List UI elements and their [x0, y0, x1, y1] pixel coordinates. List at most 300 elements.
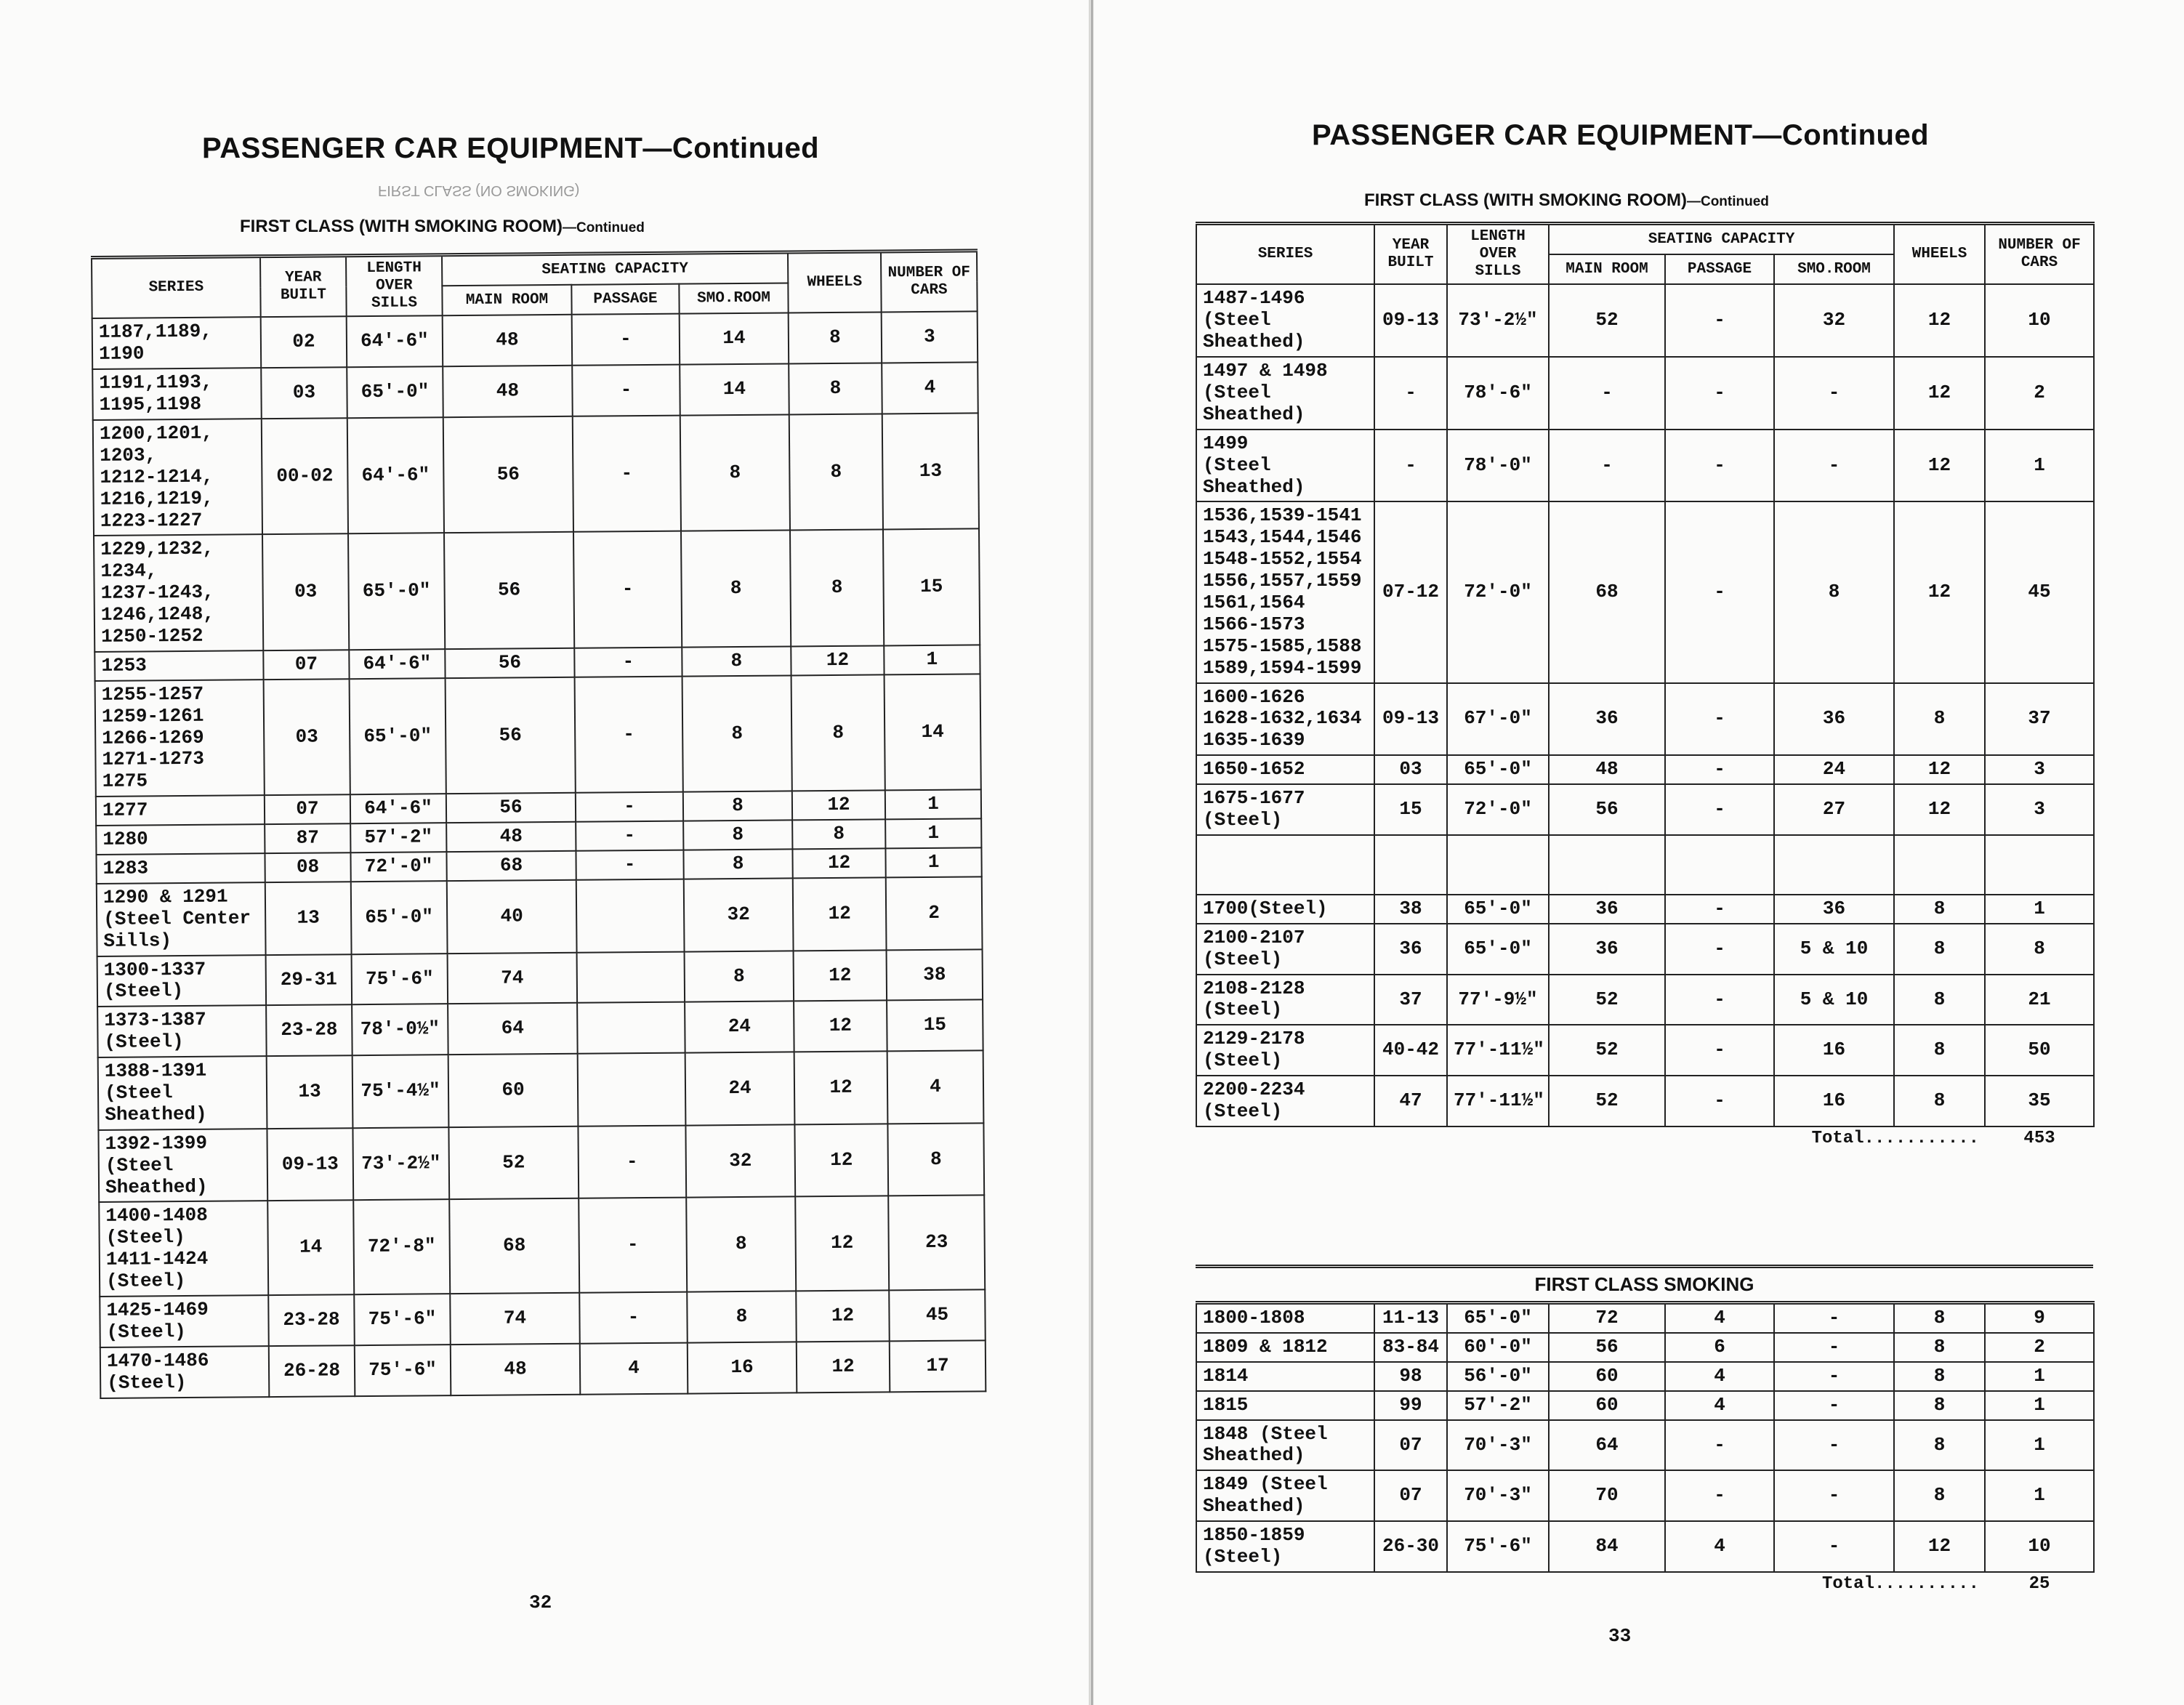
col-main-room: MAIN ROOM	[1549, 254, 1665, 284]
cell-wheels: 8	[1894, 1420, 1985, 1471]
cell-series: 1187,1189, 1190	[92, 318, 262, 370]
section-rule	[1196, 1265, 2093, 1268]
cell-cars: 1	[885, 790, 981, 820]
cell-cars: 8	[887, 1123, 984, 1196]
cell-length: 57'-2"	[350, 823, 446, 853]
cell-wheels: 12	[1894, 1521, 1985, 1572]
cell-smo: 32	[684, 878, 794, 951]
cell-series: 1800-1808	[1196, 1303, 1374, 1333]
col-seating-capacity: SEATING CAPACITY	[1549, 224, 1894, 255]
cell-smo: 24	[685, 1001, 794, 1053]
cell-series: 1675-1677 (Steel)	[1196, 784, 1374, 835]
cell-wheels: 8	[1894, 1362, 1985, 1391]
cell-main: 52	[448, 1126, 579, 1200]
smoking-section-title: FIRST CLASS SMOKING	[1534, 1273, 1754, 1295]
cell-main: 56	[443, 416, 573, 533]
cell-smo: 8	[685, 951, 794, 1002]
cell-passage: -	[574, 648, 682, 677]
cell-smo: 14	[680, 313, 789, 365]
cell-cars: 1	[1985, 1391, 2094, 1420]
cell-length: 78'-6"	[1447, 357, 1549, 430]
cell-cars: 37	[1985, 683, 2094, 756]
col-smo-room: SMO.ROOM	[1774, 254, 1894, 284]
table-row	[1196, 755, 2094, 784]
cell-cars: 13	[882, 413, 979, 529]
cell-series: 1392-1399 (Steel Sheathed)	[98, 1129, 267, 1202]
cell-wheels: 8	[1894, 1333, 1985, 1362]
cell-year: -	[1374, 357, 1447, 430]
col-number-of-cars: NUMBER OF CARS	[881, 251, 978, 313]
cell-main: 36	[1549, 683, 1665, 756]
cell-wheels: 12	[1894, 430, 1985, 502]
col-year-built: YEAR BUILT	[260, 256, 347, 318]
cell-smo: 16	[1774, 1076, 1894, 1126]
table-row	[1196, 357, 2094, 430]
cell-series: 1600-1626 1628-1632,1634 1635-1639	[1196, 683, 1374, 756]
cell-length: 65'-0"	[351, 881, 448, 954]
subtitle-continued: —Continued	[1686, 194, 1769, 209]
cell-series: 1300-1337 (Steel)	[97, 955, 267, 1007]
cell-series: 1200,1201, 1203, 1212-1214, 1216,1219, 1223-1227	[93, 419, 262, 536]
cell-wheels: 8	[1894, 683, 1985, 756]
cell-year: 03	[1374, 755, 1447, 784]
cell-year: 26-28	[269, 1345, 355, 1397]
cell-main: 68	[446, 851, 576, 881]
cell-passage: -	[576, 850, 683, 880]
smoking-total-value: 25	[2028, 1573, 2050, 1594]
cell-wheels: 8	[1894, 975, 1985, 1025]
cell-wheels: 8	[791, 674, 885, 791]
table-row	[1196, 1025, 2094, 1076]
blank-cell	[1985, 835, 2094, 895]
cell-series: 1277	[96, 795, 265, 826]
cell-smo: 16	[688, 1342, 797, 1393]
cell-passage: -	[1665, 1076, 1774, 1126]
cell-series: 1536,1539-1541 1543,1544,1546 1548-1552,1554 1556,1557,1559 1561,1564 1566-1573 1575-1585,1588 1589,1594-1599	[1196, 501, 1374, 682]
cell-main: 68	[449, 1198, 579, 1294]
cell-cars: 45	[1985, 501, 2094, 682]
cell-length: 65'-0"	[350, 678, 446, 794]
cell-smo: 8	[1774, 501, 1894, 682]
table-row	[1196, 501, 2094, 682]
blank-cell	[1665, 835, 1774, 895]
cell-series: 1815	[1196, 1391, 1374, 1420]
cell-length: 78'-0½"	[352, 1004, 448, 1056]
cell-cars: 23	[888, 1196, 985, 1291]
cell-cars: 1	[1985, 1362, 2094, 1391]
cell-passage: -	[1665, 975, 1774, 1025]
col-passage: PASSAGE	[1665, 254, 1774, 284]
cell-smo: 14	[680, 364, 789, 416]
cell-length: 70'-3"	[1447, 1470, 1549, 1521]
cell-length: 65'-0"	[348, 533, 445, 650]
subtitle-text: FIRST CLASS (WITH SMOKING ROOM)	[1364, 190, 1687, 210]
cell-wheels: 12	[791, 645, 884, 675]
cell-smo: 8	[686, 1197, 796, 1292]
cell-series: 1283	[96, 853, 265, 884]
cell-year: 87	[265, 823, 350, 853]
cell-year: 36	[1374, 924, 1447, 975]
cell-passage: -	[1665, 284, 1774, 357]
right-page	[1094, 0, 2184, 1705]
table-row	[98, 1123, 984, 1202]
col-series: SERIES	[1196, 224, 1374, 285]
cell-year: 02	[261, 317, 347, 368]
cell-cars: 2	[1985, 1333, 2094, 1362]
cell-wheels: 8	[1894, 895, 1985, 924]
cell-cars: 38	[887, 949, 983, 1001]
cell-main: -	[1549, 430, 1665, 502]
page-number: 32	[529, 1592, 552, 1613]
blank-cell	[1549, 835, 1665, 895]
table-row	[97, 1000, 983, 1057]
cell-passage: -	[576, 792, 683, 822]
cell-passage: -	[1665, 755, 1774, 784]
table-row	[94, 529, 980, 652]
cell-wheels: 12	[1894, 755, 1985, 784]
cell-passage	[578, 1053, 686, 1126]
cell-cars: 15	[883, 529, 980, 645]
cell-main: 48	[443, 315, 573, 366]
table-row	[1196, 1303, 2094, 1333]
cell-year: 23-28	[266, 1005, 352, 1057]
blank-cell	[1374, 835, 1447, 895]
cell-cars: 1	[884, 645, 980, 674]
cell-year: 99	[1374, 1391, 1447, 1420]
cell-wheels: 8	[1894, 1076, 1985, 1126]
cell-year: 07	[1374, 1420, 1447, 1471]
cell-year: 11-13	[1374, 1303, 1447, 1333]
cell-smo: -	[1774, 1420, 1894, 1471]
cell-series: 1400-1408 (Steel) 1411-1424 (Steel)	[99, 1201, 268, 1297]
cell-cars: 1	[1985, 430, 2094, 502]
page-number: 33	[1608, 1625, 1632, 1647]
cell-passage: -	[579, 1292, 688, 1344]
cell-wheels: 12	[1894, 357, 1985, 430]
total-label: Total...........	[1811, 1128, 1980, 1148]
cell-year: 03	[262, 534, 349, 650]
cell-series: 1290 & 1291 (Steel Center Sills)	[97, 882, 266, 956]
cell-main: 64	[1549, 1420, 1665, 1471]
cell-cars: 17	[890, 1340, 986, 1392]
table-row	[1196, 1521, 2094, 1572]
cell-length: 64'-6"	[350, 794, 446, 823]
cell-year: 07	[1374, 1470, 1447, 1521]
cell-length: 56'-0"	[1447, 1362, 1549, 1391]
cell-main: 60	[1549, 1391, 1665, 1420]
cell-year: 07	[265, 794, 350, 824]
cell-main: 56	[446, 793, 576, 823]
cell-series: 1848 (Steel Sheathed)	[1196, 1420, 1374, 1471]
cell-cars: 10	[1985, 1521, 2094, 1572]
cell-year: 37	[1374, 975, 1447, 1025]
cell-cars: 2	[886, 876, 983, 950]
cell-main: 48	[1549, 755, 1665, 784]
cell-year: 83-84	[1374, 1333, 1447, 1362]
cell-passage: 4	[1665, 1362, 1774, 1391]
blank-cell	[1774, 835, 1894, 895]
cell-year: 09-13	[1374, 683, 1447, 756]
cell-smo: -	[1774, 1470, 1894, 1521]
cell-smo: 16	[1774, 1025, 1894, 1076]
cell-smo: -	[1774, 1303, 1894, 1333]
cell-main: 60	[448, 1054, 579, 1127]
subtitle-continued: —Continued	[562, 220, 645, 235]
cell-length: 77'-11½"	[1447, 1025, 1549, 1076]
cell-length: 72'-0"	[350, 852, 446, 882]
col-main-room: MAIN ROOM	[442, 285, 571, 315]
cell-passage: -	[579, 1198, 687, 1293]
cell-smo: 8	[683, 849, 792, 879]
cell-wheels: 12	[795, 1196, 889, 1291]
cell-cars: 3	[882, 312, 978, 363]
cell-passage: -	[1665, 1420, 1774, 1471]
cell-length: 78'-0"	[1447, 430, 1549, 502]
cell-passage: -	[1665, 784, 1774, 835]
col-series: SERIES	[92, 257, 261, 319]
cell-passage: -	[1665, 430, 1774, 502]
cell-smo: 8	[680, 414, 790, 531]
blank-row	[1196, 835, 2094, 895]
cell-passage: -	[1665, 924, 1774, 975]
cell-wheels: 8	[1894, 1391, 1985, 1420]
col-number-of-cars: NUMBER OF CARS	[1985, 224, 2094, 285]
table-row	[92, 312, 978, 369]
cell-cars: 14	[885, 674, 981, 790]
table-row	[1196, 1470, 2094, 1521]
cell-cars: 4	[882, 363, 978, 414]
cell-length: 70'-3"	[1447, 1420, 1549, 1471]
cell-wheels: 12	[792, 791, 885, 821]
cell-length: 65'-0"	[1447, 755, 1549, 784]
cell-smo: 27	[1774, 784, 1894, 835]
cell-series: 1388-1391 (Steel Sheathed)	[98, 1056, 267, 1129]
cell-wheels: 12	[1894, 784, 1985, 835]
cell-passage	[576, 879, 685, 953]
cell-series: 1700(Steel)	[1196, 895, 1374, 924]
cell-length: 65'-0"	[1447, 1303, 1549, 1333]
cell-cars: 35	[1985, 1076, 2094, 1126]
table-row	[1196, 895, 2094, 924]
cell-wheels: 12	[1894, 501, 1985, 682]
cell-main: 40	[447, 880, 577, 954]
cell-year: 29-31	[266, 954, 352, 1006]
cell-length: 77'-9½"	[1447, 975, 1549, 1025]
total-value: 453	[2023, 1128, 2055, 1148]
cell-series: 1253	[94, 650, 263, 681]
cell-main: 56	[1549, 784, 1665, 835]
cell-cars: 2	[1985, 357, 2094, 430]
cell-passage: 4	[580, 1342, 688, 1394]
table-row	[1196, 284, 2094, 357]
cell-cars: 1	[1985, 1420, 2094, 1471]
cell-wheels: 12	[792, 848, 885, 878]
table-row	[97, 876, 983, 956]
table-row	[1196, 1391, 2094, 1420]
cell-wheels: 12	[794, 1124, 888, 1197]
cell-passage: -	[1665, 895, 1774, 924]
cell-length: 67'-0"	[1447, 683, 1549, 756]
cell-main: 36	[1549, 924, 1665, 975]
cell-wheels: 8	[1894, 1303, 1985, 1333]
subtitle-text: FIRST CLASS (WITH SMOKING ROOM)	[240, 217, 563, 236]
cell-main: 68	[1549, 501, 1665, 682]
cell-wheels: 8	[1894, 924, 1985, 975]
cell-year: -	[1374, 430, 1447, 502]
cell-main: 74	[448, 952, 578, 1004]
cell-main: 48	[451, 1344, 581, 1395]
cell-smo: 5 & 10	[1774, 924, 1894, 975]
table-row	[1196, 784, 2094, 835]
cell-cars: 21	[1985, 975, 2094, 1025]
cell-series: 1280	[96, 824, 265, 855]
cell-wheels: 12	[794, 1001, 887, 1052]
cell-length: 75'-6"	[1447, 1521, 1549, 1572]
cell-cars: 8	[1985, 924, 2094, 975]
cell-year: 47	[1374, 1076, 1447, 1126]
cell-main: 52	[1549, 1025, 1665, 1076]
cell-passage: 4	[1665, 1303, 1774, 1333]
cell-length: 64'-6"	[347, 417, 444, 533]
cell-year: 26-30	[1374, 1521, 1447, 1572]
cell-series: 2108-2128 (Steel)	[1196, 975, 1374, 1025]
cell-series: 1470-1486 (Steel)	[100, 1346, 270, 1398]
cell-wheels: 12	[794, 950, 887, 1001]
cell-wheels: 8	[789, 363, 882, 415]
cell-year: 15	[1374, 784, 1447, 835]
cell-year: 13	[267, 1055, 353, 1129]
cell-series: 1809 & 1812	[1196, 1333, 1374, 1362]
cell-smo: 36	[1774, 895, 1894, 924]
table-row	[1196, 1076, 2094, 1126]
cell-smo: 24	[1774, 755, 1894, 784]
cell-length: 75'-6"	[355, 1345, 451, 1396]
cell-length: 65'-0"	[1447, 895, 1549, 924]
cell-length: 65'-0"	[347, 366, 443, 418]
cell-year: 03	[261, 367, 347, 419]
table-row	[1196, 1362, 2094, 1391]
col-wheels: WHEELS	[1894, 224, 1985, 285]
table-row	[98, 1051, 984, 1130]
page-title: PASSENGER CAR EQUIPMENT—Continued	[1312, 119, 1930, 151]
smoking-total-label: Total..........	[1821, 1573, 1979, 1594]
cell-wheels: 12	[794, 1052, 888, 1125]
cell-cars: 1	[885, 819, 981, 849]
col-length: LENGTH OVER SILLS	[1447, 224, 1549, 285]
cell-smo: 8	[681, 531, 791, 648]
cell-length: 75'-6"	[352, 954, 448, 1005]
cell-passage: -	[572, 365, 680, 416]
cell-series: 1191,1193, 1195,1198	[92, 368, 262, 420]
col-length: LENGTH OVER SILLS	[346, 255, 443, 317]
cell-series: 1373-1387 (Steel)	[97, 1005, 267, 1057]
cell-cars: 1	[1985, 1470, 2094, 1521]
cell-main: 52	[1549, 284, 1665, 357]
cell-passage: -	[572, 314, 680, 366]
cell-wheels: 12	[797, 1341, 890, 1392]
cell-year: 07	[263, 650, 349, 680]
cell-wheels: 8	[790, 530, 884, 646]
cell-passage: -	[1665, 1470, 1774, 1521]
col-year-built: YEAR BUILT	[1374, 224, 1447, 285]
cell-cars: 4	[887, 1051, 984, 1124]
page-title: PASSENGER CAR EQUIPMENT—Continued	[202, 132, 820, 164]
cell-main: 48	[443, 366, 573, 417]
cell-passage: -	[573, 531, 682, 648]
cell-year: 08	[265, 853, 350, 882]
table-row	[97, 949, 983, 1007]
cell-smo: 8	[687, 1291, 797, 1342]
cell-length: 60'-0"	[1447, 1333, 1549, 1362]
right-equipment-table	[1196, 222, 2095, 1152]
cell-series: 1497 & 1498 (Steel Sheathed)	[1196, 357, 1374, 430]
cell-year: 14	[267, 1201, 354, 1295]
cell-cars: 3	[1985, 784, 2094, 835]
cell-main: 64	[448, 1003, 578, 1055]
cell-main: 52	[1549, 975, 1665, 1025]
cell-length: 73'-2½"	[1447, 284, 1549, 357]
cell-smo: 8	[682, 675, 792, 792]
cell-cars: 1	[885, 847, 981, 877]
cell-length: 64'-6"	[349, 649, 445, 679]
cell-cars: 9	[1985, 1303, 2094, 1333]
cell-wheels: 8	[789, 414, 883, 530]
cell-smo: 36	[1774, 683, 1894, 756]
cell-year: 09-13	[1374, 284, 1447, 357]
cell-passage: 6	[1665, 1333, 1774, 1362]
section-subtitle	[240, 217, 645, 237]
cell-passage: -	[578, 1125, 686, 1198]
cell-series: 2100-2107 (Steel)	[1196, 924, 1374, 975]
cell-series: 1850-1859 (Steel)	[1196, 1521, 1374, 1572]
cell-length: 75'-6"	[354, 1294, 451, 1345]
cell-year: 00-02	[262, 418, 348, 534]
cell-year: 40-42	[1374, 1025, 1447, 1076]
cell-passage: -	[1665, 683, 1774, 756]
blank-cell	[1196, 835, 1374, 895]
table-row	[1196, 924, 2094, 975]
cell-passage: -	[573, 416, 681, 533]
table-row	[99, 1196, 985, 1297]
cell-cars: 50	[1985, 1025, 2094, 1076]
cell-series: 2129-2178 (Steel)	[1196, 1025, 1374, 1076]
table-row	[1196, 1333, 2094, 1362]
cell-series: 1499 (Steel Sheathed)	[1196, 430, 1374, 502]
cell-cars: 15	[887, 1000, 983, 1052]
cell-length: 64'-6"	[347, 316, 443, 368]
cell-wheels: 12	[793, 877, 887, 951]
cell-cars: 45	[889, 1289, 986, 1341]
col-smo-room: SMO.ROOM	[679, 283, 788, 314]
cell-smo: -	[1774, 1521, 1894, 1572]
bleed-through-text: FIRST CLASS (NO SMOKING)	[378, 182, 580, 198]
cell-main: 48	[446, 822, 576, 852]
cell-smo: 8	[683, 821, 792, 850]
cell-smo: 8	[683, 791, 792, 821]
cell-length: 65'-0"	[1447, 924, 1549, 975]
cell-passage: -	[1665, 357, 1774, 430]
cell-series: 1650-1652	[1196, 755, 1374, 784]
left-equipment-table	[91, 249, 986, 1398]
cell-main: 60	[1549, 1362, 1665, 1391]
cell-smo: 32	[1774, 284, 1894, 357]
cell-smo: 8	[682, 646, 791, 676]
cell-length: 75'-4½"	[352, 1055, 449, 1128]
cell-year: 13	[265, 882, 352, 955]
cell-main: 70	[1549, 1470, 1665, 1521]
cell-main: 56	[444, 532, 574, 649]
cell-length: 72'-0"	[1447, 501, 1549, 682]
